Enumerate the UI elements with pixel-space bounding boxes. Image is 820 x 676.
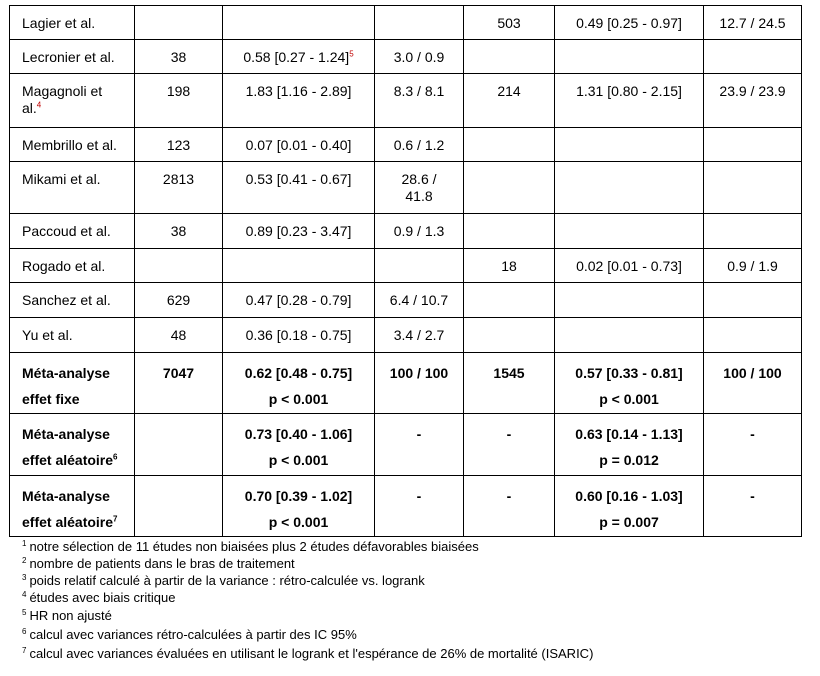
table-row bbox=[10, 128, 802, 162]
footnote bbox=[22, 538, 593, 555]
n-treated-cell: 214 bbox=[464, 74, 555, 128]
n-treated-cell bbox=[135, 249, 223, 283]
weight-cell bbox=[704, 283, 802, 318]
footnote-text: calcul avec variances évaluées en utilisant le logrank et l'espérance de 26% de mortalité (ISARIC) bbox=[29, 646, 594, 661]
n-treated-cell bbox=[135, 476, 223, 537]
study-name: Membrillo et al. bbox=[10, 128, 135, 162]
hr-cell bbox=[555, 318, 704, 353]
footnote bbox=[22, 606, 593, 625]
study-name: Lagier et al. bbox=[10, 6, 135, 40]
meta-analysis-row bbox=[10, 476, 802, 537]
footnote-ref: 7 bbox=[113, 514, 118, 524]
n-treated-cell bbox=[464, 214, 555, 249]
weight-cell: 0.9 / 1.9 bbox=[704, 249, 802, 283]
weight-cell bbox=[704, 214, 802, 249]
footnote bbox=[22, 644, 593, 663]
n-treated-cell: 629 bbox=[135, 283, 223, 318]
hr-cell: 0.53 [0.41 - 0.67] bbox=[223, 162, 375, 214]
hr-cell: 0.89 [0.23 - 3.47] bbox=[223, 214, 375, 249]
results-table bbox=[9, 5, 802, 537]
weight-cell bbox=[704, 318, 802, 353]
hr-cell: 0.02 [0.01 - 0.73] bbox=[555, 249, 704, 283]
hr-cell: 1.83 [1.16 - 2.89] bbox=[223, 74, 375, 128]
table-row bbox=[10, 74, 802, 128]
meta-label: Méta-analyse effet aléatoire$^6$ bbox=[10, 414, 135, 476]
hr-cell: 0.36 [0.18 - 0.75] bbox=[223, 318, 375, 353]
weight-cell bbox=[704, 162, 802, 214]
n-treated-cell bbox=[464, 128, 555, 162]
weight-cell bbox=[375, 6, 464, 40]
hr-cell bbox=[555, 283, 704, 318]
weight-cell: - bbox=[375, 476, 464, 537]
hr-cell: 0.63 [0.14 - 1.13] p = 0.012 bbox=[555, 414, 704, 476]
footnote-number: 5 bbox=[22, 607, 27, 617]
study-name: Lecronier et al. bbox=[10, 40, 135, 74]
n-treated-cell: 123 bbox=[135, 128, 223, 162]
footnote bbox=[22, 625, 593, 644]
n-treated-cell bbox=[135, 414, 223, 476]
table-row bbox=[10, 40, 802, 74]
footnote-ref: 6 bbox=[113, 452, 118, 462]
footnote-number: 1 bbox=[22, 538, 27, 548]
hr-cell bbox=[223, 249, 375, 283]
footnotes bbox=[22, 538, 593, 663]
footnote-text: poids relatif calculé à partir de la variance : rétro-calculée vs. logrank bbox=[29, 573, 425, 588]
weight-cell: 3.4 / 2.7 bbox=[375, 318, 464, 353]
n-treated-cell: 38 bbox=[135, 40, 223, 74]
footnote-number: 4 bbox=[22, 589, 27, 599]
n-treated-cell bbox=[464, 283, 555, 318]
footnote-number: 7 bbox=[22, 645, 27, 655]
footnote bbox=[22, 572, 593, 589]
weight-cell: 100 / 100 bbox=[704, 353, 802, 414]
study-name: Mikami et al. bbox=[10, 162, 135, 214]
weight-cell: 0.9 / 1.3 bbox=[375, 214, 464, 249]
hr-cell bbox=[555, 162, 704, 214]
n-treated-cell: 1545 bbox=[464, 353, 555, 414]
weight-cell bbox=[704, 40, 802, 74]
hr-cell: 0.57 [0.33 - 0.81] p < 0.001 bbox=[555, 353, 704, 414]
footnote-number: 3 bbox=[22, 572, 27, 582]
table-row bbox=[10, 162, 802, 214]
footnote-number: 2 bbox=[22, 555, 27, 565]
hr-cell bbox=[555, 128, 704, 162]
hr-cell: 0.07 [0.01 - 0.40] bbox=[223, 128, 375, 162]
n-treated-cell bbox=[464, 40, 555, 74]
hr-cell bbox=[223, 6, 375, 40]
n-treated-cell bbox=[464, 318, 555, 353]
n-treated-cell: 38 bbox=[135, 214, 223, 249]
hr-cell: 0.60 [0.16 - 1.03] p = 0.007 bbox=[555, 476, 704, 537]
weight-cell: 100 / 100 bbox=[375, 353, 464, 414]
footnote-number: 6 bbox=[22, 626, 27, 636]
n-treated-cell bbox=[135, 6, 223, 40]
meta-analysis-row bbox=[10, 414, 802, 476]
n-treated-cell: 7047 bbox=[135, 353, 223, 414]
hr-cell: 1.31 [0.80 - 2.15] bbox=[555, 74, 704, 128]
weight-cell bbox=[704, 128, 802, 162]
table-row bbox=[10, 6, 802, 40]
footnote-text: nombre de patients dans le bras de traitement bbox=[29, 556, 295, 571]
meta-label: Méta-analyse effet aléatoire$^7$ bbox=[10, 476, 135, 537]
n-treated-cell: 48 bbox=[135, 318, 223, 353]
footnote bbox=[22, 589, 593, 606]
n-treated-cell bbox=[464, 162, 555, 214]
meta-analysis-row bbox=[10, 353, 802, 414]
study-name: Magagnoli et al.$^4$ bbox=[10, 74, 135, 128]
hr-cell: 0.58 [0.27 - 1.24]$^5$ bbox=[223, 40, 375, 74]
n-treated-cell: 198 bbox=[135, 74, 223, 128]
hr-cell: 0.49 [0.25 - 0.97] bbox=[555, 6, 704, 40]
footnote-text: études avec biais critique bbox=[29, 590, 176, 605]
weight-cell: - bbox=[704, 476, 802, 537]
n-treated-cell: - bbox=[464, 476, 555, 537]
weight-cell: 23.9 / 23.9 bbox=[704, 74, 802, 128]
footnote bbox=[22, 555, 593, 572]
weight-cell: 3.0 / 0.9 bbox=[375, 40, 464, 74]
weight-cell: 6.4 / 10.7 bbox=[375, 283, 464, 318]
table-row bbox=[10, 318, 802, 353]
n-treated-cell: 2813 bbox=[135, 162, 223, 214]
weight-cell: - bbox=[375, 414, 464, 476]
study-name: Rogado et al. bbox=[10, 249, 135, 283]
weight-cell bbox=[375, 249, 464, 283]
study-name: Yu et al. bbox=[10, 318, 135, 353]
footnote-text: HR non ajusté bbox=[29, 608, 112, 623]
n-treated-cell: - bbox=[464, 414, 555, 476]
weight-cell: 8.3 / 8.1 bbox=[375, 74, 464, 128]
table-row bbox=[10, 283, 802, 318]
footnote-ref: 4 bbox=[36, 100, 42, 110]
study-name: Paccoud et al. bbox=[10, 214, 135, 249]
table-row bbox=[10, 214, 802, 249]
weight-cell: 12.7 / 24.5 bbox=[704, 6, 802, 40]
hr-cell: 0.70 [0.39 - 1.02] p < 0.001 bbox=[223, 476, 375, 537]
footnote-text: notre sélection de 11 études non biaisées plus 2 études défavorables biaisées bbox=[29, 539, 479, 554]
weight-cell: 28.6 / 41.8 bbox=[375, 162, 464, 214]
n-treated-cell: 18 bbox=[464, 249, 555, 283]
hr-cell: 0.73 [0.40 - 1.06] p < 0.001 bbox=[223, 414, 375, 476]
hr-cell bbox=[555, 40, 704, 74]
weight-cell: - bbox=[704, 414, 802, 476]
table-row bbox=[10, 249, 802, 283]
study-name: Sanchez et al. bbox=[10, 283, 135, 318]
n-treated-cell: 503 bbox=[464, 6, 555, 40]
meta-label: Méta-analyse effet fixe bbox=[10, 353, 135, 414]
hr-cell: 0.62 [0.48 - 0.75] p < 0.001 bbox=[223, 353, 375, 414]
footnote-text: calcul avec variances rétro-calculées à partir des IC 95% bbox=[29, 627, 357, 642]
hr-cell bbox=[555, 214, 704, 249]
hr-cell: 0.47 [0.28 - 0.79] bbox=[223, 283, 375, 318]
footnote-ref: 5 bbox=[349, 49, 354, 59]
weight-cell: 0.6 / 1.2 bbox=[375, 128, 464, 162]
